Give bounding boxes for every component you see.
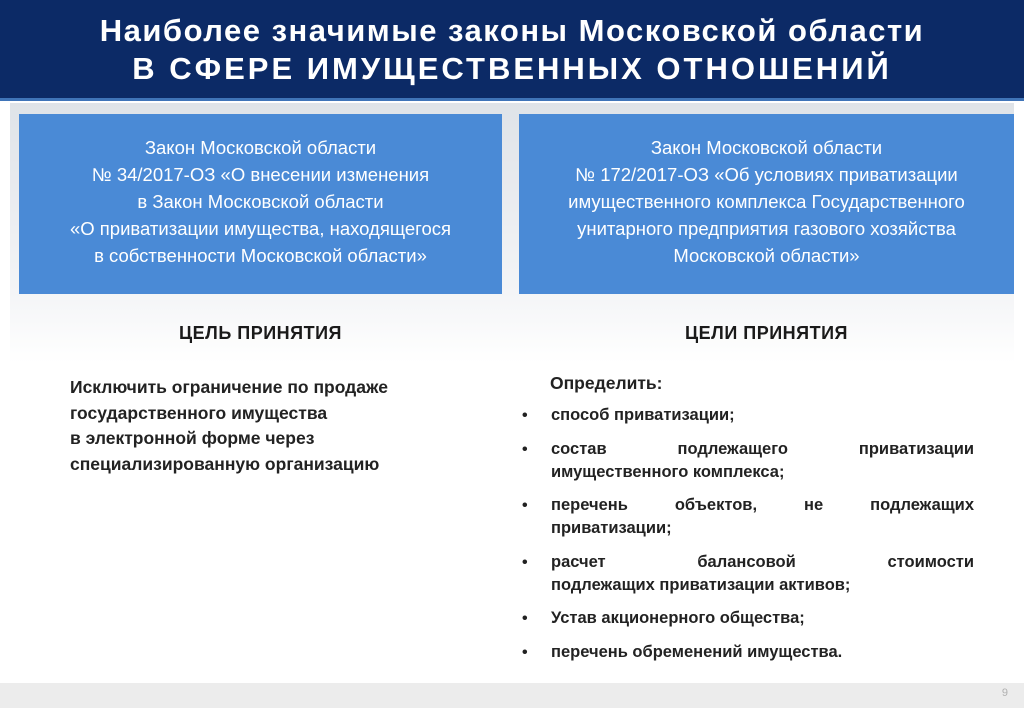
list-item-text-cont: имущественного комплекса;: [551, 462, 785, 481]
list-item-text: состав подлежащего приватизации: [551, 439, 974, 458]
list-item: [519, 607, 974, 630]
bullet-icon: •: [522, 610, 528, 627]
list-item-text-cont: приватизации;: [551, 519, 672, 537]
right-law-line: унитарного предприятия газового хозяйства: [577, 218, 956, 239]
left-goal-line: государственного имущества: [70, 402, 328, 423]
left-law-box: [19, 114, 502, 294]
list-item: [519, 494, 974, 540]
list-item-text: перечень объектов, не подлежащих: [551, 496, 974, 514]
bullet-icon: •: [522, 553, 528, 571]
right-law-line: Московской области»: [673, 245, 860, 266]
title-banner: [0, 0, 1024, 101]
bullet-icon: •: [522, 643, 528, 661]
list-item: [519, 551, 974, 597]
footer-bar: [0, 683, 1024, 708]
determine-intro: Определить:: [550, 373, 663, 393]
right-law-line: Закон Московской области: [650, 137, 883, 158]
list-item: [519, 438, 974, 484]
list-item: [519, 641, 974, 664]
left-goal-heading: ЦЕЛЬ ПРИНЯТИЯ: [179, 323, 342, 343]
bullet-icon: •: [522, 497, 528, 514]
goals-list: [519, 404, 974, 674]
page-title: Наиболее значимые законы Московской области: [99, 13, 925, 48]
right-law-box: [519, 114, 1014, 294]
page-number: 9: [1001, 687, 1008, 699]
left-goal-line: Исключить ограничение по продаже: [70, 377, 388, 397]
list-item-text-cont: подлежащих приватизации активов;: [551, 575, 851, 594]
list-item: [519, 404, 974, 427]
right-goal-heading: ЦЕЛИ ПРИНЯТИЯ: [685, 323, 848, 343]
left-law-line: «О приватизации имущества, находящегося: [69, 218, 452, 239]
right-law-line: № 172/2017-ОЗ «Об условиях приватизации: [575, 164, 958, 185]
left-law-line: Закон Московской области: [144, 137, 377, 158]
left-law-line: № 34/2017-ОЗ «О внесении изменения: [91, 164, 430, 185]
right-law-line: имущественного комплекса Государственного: [568, 191, 965, 212]
left-goal-text: [70, 375, 490, 477]
left-law-line: в Закон Московской области: [137, 191, 384, 212]
left-goal-line: в электронной форме через: [70, 428, 315, 448]
left-goal-line: специализированную организацию: [70, 453, 380, 474]
left-law-line: в собственности Московской области»: [94, 245, 427, 266]
list-item-text: способ приватизации;: [551, 406, 735, 424]
page-subtitle: В СФЕРЕ ИМУЩЕСТВЕННЫХ ОТНОШЕНИЙ: [132, 51, 892, 86]
list-item-text: Устав акционерного общества;: [551, 609, 805, 627]
list-item-text: перечень обременений имущества.: [551, 642, 843, 661]
bullet-icon: •: [522, 440, 528, 458]
bullet-icon: •: [522, 407, 528, 424]
list-item-text: расчет балансовой стоимости: [551, 552, 974, 571]
